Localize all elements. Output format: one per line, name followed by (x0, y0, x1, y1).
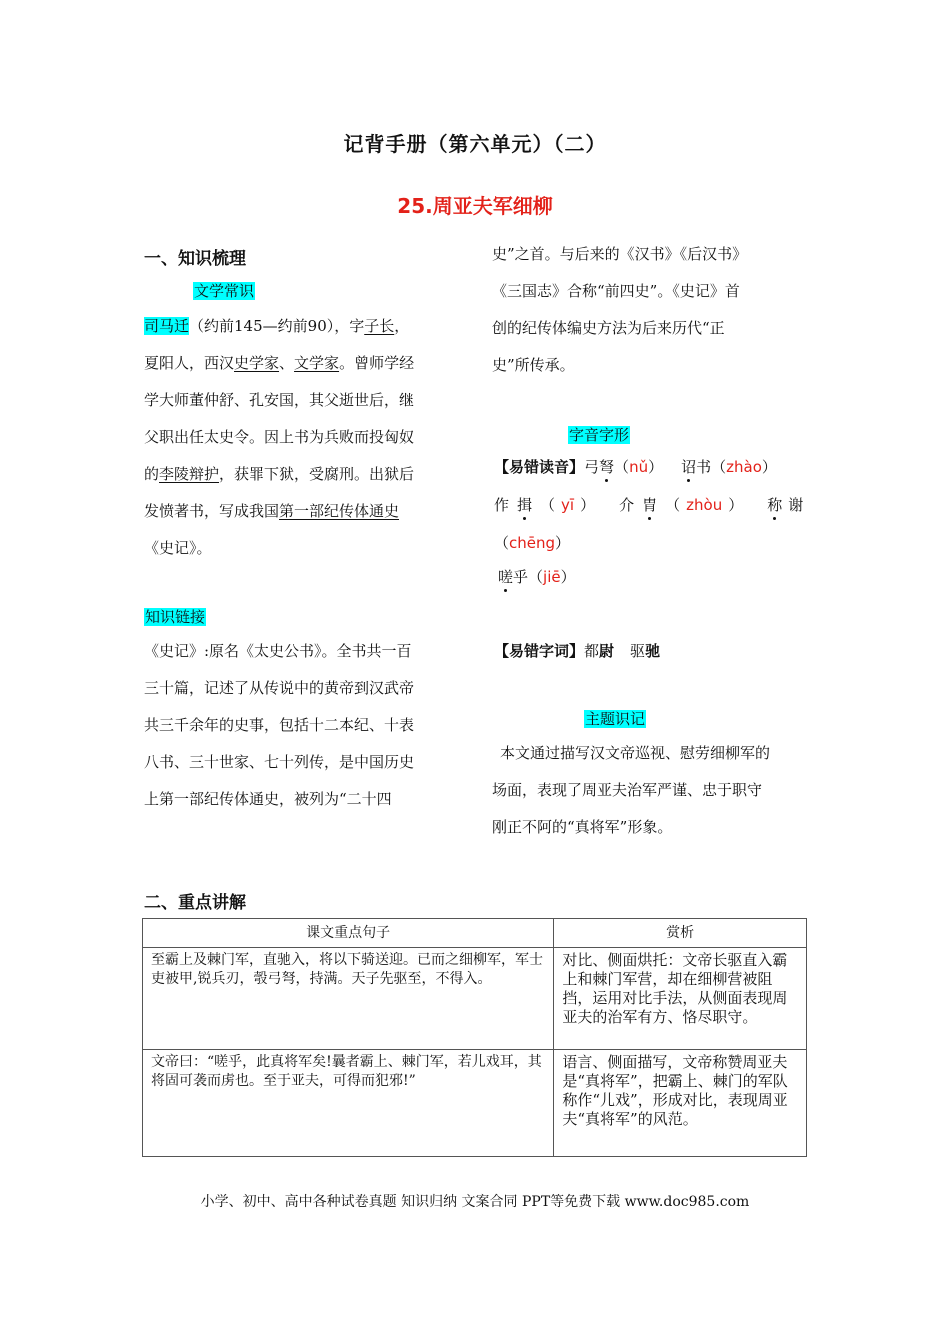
literary-text: 、 (279, 354, 295, 372)
table-cell-analysis: 语言、侧面描写，文帝称赞周亚夫是“真将军”，把霸上、棘门的军队称作“儿戏”，形成对比，表现周亚夫“真将军”的风范。 (554, 1050, 807, 1157)
theme-line: 本文通过描写汉文帝巡视、慰劳细柳军的 (500, 744, 771, 762)
phonetics-line-4 (498, 566, 576, 587)
word-char: 弓 (584, 458, 600, 476)
li-ling-term: 李陵辩护 (159, 465, 220, 483)
link-line: 八书、三十世家、七十列传，是中国历史 (144, 753, 415, 771)
footer-text: 小学、初中、高中各种试卷真题 知识归纳 文案合同 PPT等免费下载 www.doc985.com (200, 1194, 750, 1210)
tag-link (144, 606, 206, 627)
word-char-dotted: 胄 (642, 496, 658, 514)
table-cell-sentence: 文帝曰：“嗟乎，此真将军矣!曩者霸上、棘门军，若儿戏耳，其将固可袭而虏也。至于亚夫，可得而犯邪!” (143, 1050, 554, 1157)
paren: ） (560, 568, 576, 586)
literary-text: ， (394, 317, 410, 335)
paren: ） (761, 458, 777, 476)
pinyin: nǔ (629, 458, 649, 476)
literary-text: 夏阳人，西汉 (144, 354, 235, 372)
literary-text: （约前145—约前90），字 (189, 317, 365, 335)
wrong-chars-line (494, 640, 660, 661)
literary-text: 。曾师学经 (339, 354, 415, 372)
phonetics-label: 【易错读音】 (494, 458, 585, 476)
link-paragraph-right (492, 236, 812, 384)
table-row (143, 1050, 807, 1157)
literary-line-6 (144, 493, 464, 530)
section-heading-knowledge: 一、知识梳理 (144, 249, 246, 269)
link-line: 《史记》:原名《太史公书》。全书共一百 (144, 642, 412, 660)
link-line: 上第一部纪传体通史，被列为“二十四 (144, 790, 392, 808)
paren: ） (728, 496, 744, 514)
pinyin: jiē (543, 568, 561, 586)
writer-term: 文学家 (294, 354, 340, 372)
word-char-dotted: 诏 (681, 458, 697, 476)
literary-line-1 (144, 308, 464, 345)
literary-line-2 (144, 345, 464, 382)
paren: （ (528, 568, 544, 586)
word-char: 介 (619, 496, 635, 514)
phonetics-line-2 (494, 494, 803, 515)
paren: ） (580, 496, 596, 514)
tag-theme (584, 708, 646, 729)
table-header-row (143, 919, 807, 948)
paren: （ (494, 534, 510, 552)
key-points-table (142, 918, 807, 1157)
phonetics-line-1 (494, 456, 777, 477)
word-char-dotted: 揖 (517, 496, 533, 514)
link-line: 创的纪传体编史方法为后来历代“正 (492, 319, 725, 337)
word-char: 都 (584, 642, 600, 660)
theme-line: 场面，表现了周亚夫治军严谨、忠于职守 (492, 781, 763, 799)
paren: （ (614, 458, 630, 476)
tag-phonetics (568, 424, 630, 445)
paren: ） (555, 534, 571, 552)
author-name: 司马迁 (144, 317, 190, 335)
word-char: 谢 (788, 496, 804, 514)
literary-line-7: 《史记》。 (144, 539, 212, 557)
paren: （ (665, 496, 681, 514)
word-char-dotted: 嗟 (498, 568, 514, 586)
literary-paragraph (144, 308, 464, 567)
paren: （ (540, 496, 556, 514)
first-history-term: 第一部纪传体通史 (279, 502, 400, 520)
literary-text: 发愤著书，写成我国 (144, 502, 280, 520)
literary-line-4: 父职出任太史令。因上书为兵败而投匈奴 (144, 428, 415, 446)
word-char: 书 (696, 458, 712, 476)
link-line: 《三国志》合称“前四史”。《史记》首 (492, 282, 740, 300)
literary-text: ，获罪下狱，受腐刑。出狱后 (219, 465, 415, 483)
table-header-sentence: 课文重点句子 (143, 919, 554, 948)
link-line: 三十篇，记述了从传说中的黄帝到汉武帝 (144, 679, 415, 697)
theme-line: 刚正不阿的“真将军”形象。 (492, 818, 673, 836)
word-char: 驱 (630, 642, 646, 660)
tag-phonetics-label: 字音字形 (569, 426, 630, 444)
word-char: 乎 (513, 568, 529, 586)
pinyin: chēng (509, 534, 556, 552)
phonetics-line-3 (494, 532, 570, 553)
link-line: 史”所传承。 (492, 356, 575, 374)
table-cell-analysis: 对比、侧面烘托：文帝长驱直入霸上和棘门军营，却在细柳营被阻挡，运用对比手法，从侧面表现周亚夫的治军有方、恪尽职守。 (554, 948, 807, 1050)
paren: ） (648, 458, 664, 476)
historian-term: 史学家 (234, 354, 280, 372)
page-title: 记背手册（第六单元）（二） (343, 132, 607, 156)
literary-line-3: 学大师董仲舒、孔安国，其父逝世后，继 (144, 391, 415, 409)
table-cell-sentence: 至霸上及棘门军，直驰入，将以下骑送迎。已而之细柳军，军士吏被甲,锐兵刃，彀弓弩，持满。天子先驱至，不得入。 (143, 948, 554, 1050)
pinyin: zhòu (686, 496, 723, 514)
theme-paragraph (492, 735, 812, 846)
word-char-bold: 尉 (599, 642, 615, 660)
section-heading-key-points: 二、重点讲解 (144, 893, 246, 913)
courtesy-name: 子长 (364, 317, 395, 335)
word-char-bold: 驰 (645, 642, 661, 660)
tag-literary-label: 文学常识 (194, 282, 255, 300)
word-char: 作 (494, 496, 510, 514)
literary-text: 的 (144, 465, 160, 483)
tag-literary (193, 280, 255, 301)
tag-theme-label: 主题识记 (585, 710, 646, 728)
pinyin: zhào (726, 458, 762, 476)
paren: （ (711, 458, 727, 476)
wrong-chars-label: 【易错字词】 (494, 642, 585, 660)
link-line: 史”之首。与后来的《汉书》《后汉书》 (492, 245, 748, 263)
word-char-dotted: 称 (767, 496, 783, 514)
table-row (143, 948, 807, 1050)
tag-link-label: 知识链接 (145, 608, 206, 626)
link-line: 共三千余年的史事，包括十二本纪、十表 (144, 716, 415, 734)
table-header-analysis: 赏析 (554, 919, 807, 948)
literary-line-5 (144, 456, 464, 493)
word-char-dotted: 弩 (599, 458, 615, 476)
link-paragraph-left (144, 633, 464, 818)
lesson-title: 25.周亚夫军细柳 (397, 194, 553, 218)
pinyin: yī (561, 496, 575, 514)
